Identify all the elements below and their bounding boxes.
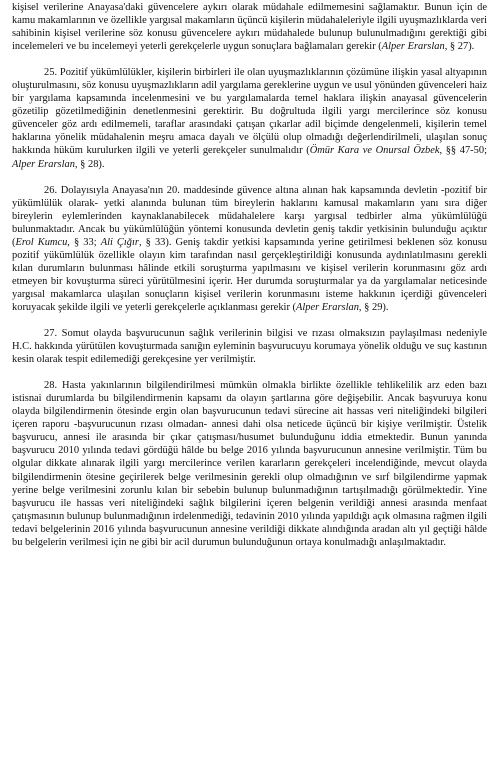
paragraph-25	[12, 66, 487, 170]
case-citation: Alper Erarslan	[296, 301, 359, 313]
paragraph-text: , § 33;	[67, 236, 101, 248]
case-citation: Alper Erarslan	[12, 158, 75, 170]
paragraph-text: , § 33). Geniş takdir yetkisi kapsamında yerine getirilmesi beklenen söz konusu pozitif yükümlülük özellikle olayın kim tarafından nasıl gerçekleştirildiği konusunda aydınlatılmasını gerekli kılan durumların bulunması hâlinde etkili soruşturma yapılmasını ve kişisel verilerin korunmasını göz ardı etmeyen bir kovuşturma süreci yürütülmesini içerir. Her durumda soruşturmalar ya da yargılamalar neticesinde yargısal makamlarca ulaşılan sonuçların kişisel verilerin korunmasını isteme hakkının içerdiği güvenceleri koruyacak şekilde ilgili ve yeterli gerekçelerle açıklanması gerekir (	[12, 236, 487, 313]
paragraph-26	[12, 184, 487, 314]
paragraph-28	[12, 379, 487, 549]
paragraph-text: 27. Somut olayda başvurucunun sağlık verilerinin bilgisi ve rızası olmaksızın paylaşılması nedeniyle H.C. hakkında yürütülen kovuşturmada sanığın eyleminin başvurucuyu korumaya yönelik olduğu ve suç kastının kesin olarak tespit edilemediği gerekçesine yer verilmiştir.	[12, 328, 487, 366]
paragraph-continuation	[12, 1, 487, 53]
case-citation: Ömür Kara ve Onursal Özbek	[309, 145, 440, 157]
paragraph-text: , § 29).	[358, 301, 389, 313]
paragraph-text: kişisel verilerine Anayasa'daki güvencelere aykırı olarak müdahale edilmemesini sağlamaktır. Bunun için de kamu makamlarının ve özellikle yargısal makamların üçüncü kişilerin müdahaleleriyle ilgili uyuşmazlıklarda veri sahibinin kişisel verilerine söz konusu güvencelere aykırı müdahalede bulunup bulunulmadığını gerektiği gibi incelemeleri ve bu incelemeyi yeterli gerekçelerle uygun sonuçlara bağlamaları gerekir (	[12, 2, 487, 53]
paragraph-27	[12, 327, 487, 366]
paragraph-text: 25. Pozitif yükümlülükler, kişilerin birbirleri ile olan uyuşmazlıklarının çözümüne ilişkin yasal altyapının oluşturulmasını, söz konusu uyuşmazlıkların adil yargılama gereklerine uygun ve usul yönünden güvenceleri haiz bir yargılama kapsamında incelenmesini ve bu yargılamalarda temel haklara ilişkin anayasal güvencelerin gözetilip gözetilmediğinin denetlenmesini gerektirir. Bu doğrultuda ilgili yargı mercilerince söz konusu güvenceler göz ardı edilmemeli, taraflar arasındaki çatışan çıkarlar adil biçimde dengelenmeli, kişilerin temel haklarına yönelik müdahalenin meşru amaca dayalı ve ölçülü olup olmadığı değerlendirilmeli, ulaşılan sonuç hakkında hüküm kurulurken ilgili ve yeterli gerekçeler sunulmalıdır (	[12, 67, 487, 157]
case-citation: Ali Çığır	[100, 236, 139, 248]
paragraph-text: 28. Hasta yakınlarının bilgilendirilmesi mümkün olmakla birlikte özellikle tehlikelilik arz eden bazı istisnai durumlarda bu bilgilendirmenin kapsamı da olayın şartlarına göre değişebilir. Ancak başvuruya konu olayda bilgilendirmenin ötesinde ergin olan başvurucunun tedavi sürecine ait hassas veri niteliğindeki bilgileri içeren raporu -başvurucunun rızası olmadan- annesi dahi olsa neticede üçüncü bir kişiye verilmiştir. Üstelik başvurucu, annesi ile arasında bir çıkar çatışması/husumet bulunduğunu iddia etmektedir. Bunun yanında başvurucu 2010 yılında tedavi gördüğü hâlde bu belge 2016 yılında başvurucunun annesine verilmiştir. Tüm bu olgular dikkate alınarak ilgili yargı mercilerince verilen kararların gerekçeleri incelendiğinde, mevcut olayda bilgilendirmenin ötesine geçirilerek belge verilmesinin gerekli olup olmadığının ve sırf bilgilendirme yapmak yerine belge verilmesini zorunlu kılan bir sebebin bulunup bulunmadığının tartışılmadığı görülmektedir. Yine başvurucu ile hassas veri niteliğindeki sağlık bilgilerini içeren belgenin verildiği annesi arasında menfaat çatışmasının bulunup bulunmadığının irdelenmediği, tedavinin 2010 yılında yapıldığı açık olmasına rağmen ilgili tedavi belgelerinin 2016 yılında başvurucunun annesine verildiği dikkate alındığında aradan altı yıl geçtiği hâlde bu belgelerin verilmesi için ne gibi bir acil durumun bulunduğunun ortaya konulmadığı anlaşılmaktadır.	[12, 380, 487, 548]
paragraph-text: , §§ 47-50;	[439, 145, 487, 157]
paragraph-text: , § 27).	[444, 41, 475, 53]
case-citation: Alper Erarslan	[381, 41, 445, 53]
paragraph-text: , § 28).	[74, 158, 105, 170]
case-citation: Erol Kumcu	[15, 236, 68, 248]
paragraph-text: 26. Dolayısıyla Anayasa'nın 20. maddesinde güvence altına alınan hak kapsamında devletin -pozitif bir yükümlülük olarak- yetki alanında bulunan tüm bireylerin haklarını kamusal makamların yanı sıra diğer bireylerin eylemlerinden kaynaklanabilecek müdahalelere karşı yargısal tedbirler alma yükümlülüğü bulunmaktadır. Ancak bu yükümlülüğün yöntemi konusunda devletin geniş takdir yetkisinin bulunduğu açıktır (	[12, 184, 487, 248]
